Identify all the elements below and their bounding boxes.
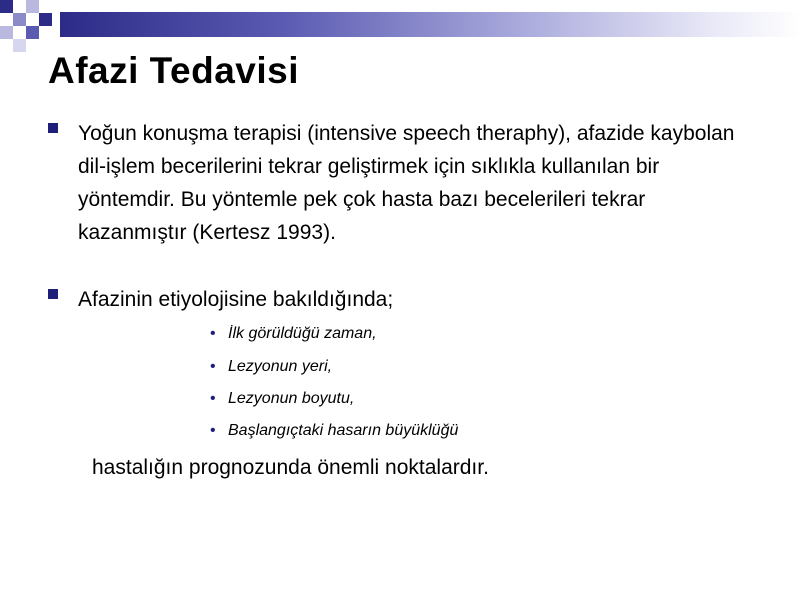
dot-bullet-icon: • bbox=[210, 325, 216, 342]
decor-square bbox=[0, 0, 13, 13]
slide-title: Afazi Tedavisi bbox=[48, 50, 300, 91]
square-bullet-icon bbox=[48, 123, 58, 133]
closing-text: hastalığın prognozunda önemli noktalardır. bbox=[92, 456, 489, 479]
decor-square bbox=[26, 26, 39, 39]
sub-bullet-text: Lezyonun yeri, bbox=[228, 358, 333, 375]
bullet-text: Afazinin etiyolojisine bakıldığında; bbox=[78, 288, 394, 311]
decor-square bbox=[13, 39, 26, 52]
decor-square bbox=[0, 13, 13, 26]
decor-square bbox=[13, 0, 26, 13]
decor-square bbox=[0, 26, 13, 39]
dot-bullet-icon: • bbox=[210, 358, 216, 375]
dot-bullet-icon: • bbox=[210, 422, 216, 439]
decor-square bbox=[26, 39, 39, 52]
header-decoration bbox=[0, 0, 800, 52]
decor-square bbox=[26, 0, 39, 13]
header-gradient-band bbox=[60, 12, 800, 37]
decor-square bbox=[39, 0, 52, 13]
sub-bullet-text: Lezyonun boyutu, bbox=[228, 390, 355, 407]
square-bullet-icon bbox=[48, 289, 58, 299]
sub-bullet-item bbox=[210, 351, 710, 383]
bullet-text: Yoğun konuşma terapisi (intensive speech theraphy), afazide kaybolan dil-işlem becerilerini tekrar geliştirmek için sıklıkla kullanılan bir yöntemdir. Bu yöntemle pek çok hasta bazı becelerileri tekrar kazanmıştır (Kertesz 1993). bbox=[78, 122, 735, 244]
sub-bullet-text: İlk görüldüğü zaman, bbox=[228, 325, 377, 342]
decor-square bbox=[39, 26, 52, 39]
decor-square bbox=[13, 13, 26, 26]
sub-bullet-text: Başlangıçtaki hasarın büyüklüğü bbox=[228, 422, 459, 439]
sub-bullet-item bbox=[210, 318, 710, 350]
dot-bullet-icon: • bbox=[210, 390, 216, 407]
decor-square bbox=[26, 13, 39, 26]
sub-bullet-item bbox=[210, 415, 710, 447]
sub-bullet-item bbox=[210, 383, 710, 415]
decor-square bbox=[13, 26, 26, 39]
decor-square bbox=[39, 13, 52, 26]
